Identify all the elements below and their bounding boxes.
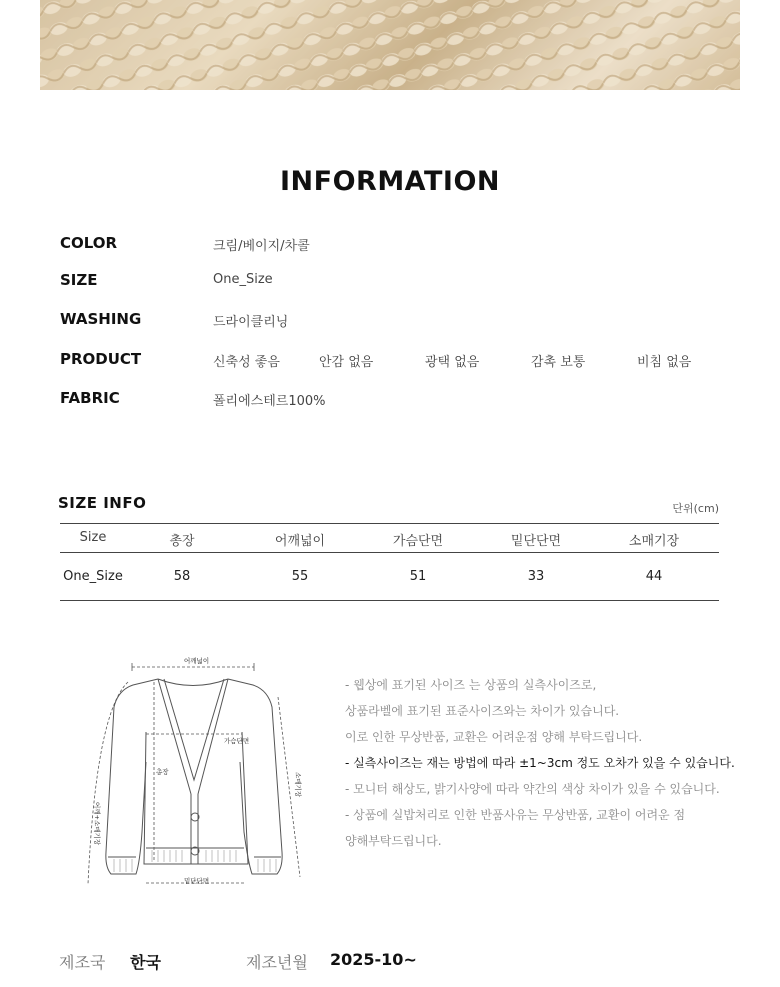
product-item: 신축성 좋음 bbox=[213, 355, 280, 370]
washing-value: 드라이클리닝 bbox=[213, 315, 289, 330]
table-cell: 33 bbox=[527, 569, 545, 584]
info-row-product bbox=[60, 350, 740, 372]
table-top-line bbox=[60, 523, 719, 524]
note-line-highlight: - 실측사이즈는 재는 방법에 따라 ±1~3cm 정도 오차가 있을 수 있습니다. bbox=[345, 756, 735, 770]
note-line: - 모니터 해상도, 밝기사양에 따라 약간의 색상 차이가 있을 수 있습니다. bbox=[345, 782, 720, 796]
unit-label: 단위(cm) bbox=[672, 502, 719, 515]
note-line: - 상품에 실밥처리로 인한 반품사유는 무상반품, 교환이 어려운 점 bbox=[345, 808, 686, 822]
table-cell: One_Size bbox=[63, 569, 123, 584]
country-label: 제조국 bbox=[59, 953, 106, 972]
size-label: SIZE bbox=[60, 271, 98, 289]
note-line: 이로 인한 무상반품, 교환은 어려운점 양해 부탁드립니다. bbox=[345, 730, 643, 744]
note-line: 상품라벨에 표기된 표준사이즈와는 차이가 있습니다. bbox=[345, 704, 620, 718]
date-value: 2025-10~ bbox=[330, 950, 417, 969]
product-item: 비침 없음 bbox=[637, 355, 692, 370]
table-header-line bbox=[60, 552, 719, 553]
table-header: Size bbox=[79, 530, 107, 545]
table-header: 소매기장 bbox=[628, 534, 680, 549]
product-item: 광택 없음 bbox=[425, 355, 480, 370]
date-label: 제조년월 bbox=[246, 953, 308, 972]
table-bottom-line bbox=[60, 600, 719, 601]
washing-label: WASHING bbox=[60, 310, 142, 328]
knit-texture-image bbox=[40, 0, 740, 90]
table-cell: 51 bbox=[409, 569, 427, 584]
chest-label: 가슴단면 bbox=[224, 737, 250, 745]
hem-label: 밑단단면 bbox=[184, 877, 210, 885]
cardigan-illustration bbox=[78, 652, 308, 897]
table-header: 가슴단면 bbox=[392, 534, 444, 549]
fabric-label: FABRIC bbox=[60, 389, 120, 407]
table-header: 어깨넓이 bbox=[274, 534, 326, 549]
table-cell: 58 bbox=[173, 569, 191, 584]
product-label: PRODUCT bbox=[60, 350, 142, 368]
note-line: - 웹상에 표기된 사이즈 는 상품의 실측사이즈로, bbox=[345, 678, 597, 692]
product-item: 안감 없음 bbox=[319, 355, 374, 370]
table-header: 밑단단면 bbox=[510, 534, 562, 549]
product-item: 감촉 보통 bbox=[531, 355, 586, 370]
length-label: 총장 bbox=[156, 768, 169, 776]
country-value: 한국 bbox=[130, 953, 161, 972]
page-title: INFORMATION bbox=[279, 166, 500, 197]
fabric-value: 폴리에스테르100% bbox=[213, 394, 326, 409]
table-header: 총장 bbox=[169, 534, 195, 549]
table-cell: 44 bbox=[645, 569, 663, 584]
color-value: 크림/베이지/차콜 bbox=[213, 239, 310, 254]
shoulder-label: 어깨넓이 bbox=[184, 657, 210, 665]
cardigan-diagram bbox=[78, 652, 308, 897]
shoulder-sleeve-label: 어깨+소매기장 bbox=[93, 802, 101, 846]
sleeve-label: 소매기장 bbox=[294, 772, 302, 798]
size-value: One_Size bbox=[213, 272, 273, 287]
note-line: 양해부탁드립니다. bbox=[345, 834, 442, 848]
color-label: COLOR bbox=[60, 234, 118, 252]
knit-pattern bbox=[40, 0, 740, 90]
table-cell: 55 bbox=[291, 569, 309, 584]
size-info-title: SIZE INFO bbox=[58, 494, 147, 512]
